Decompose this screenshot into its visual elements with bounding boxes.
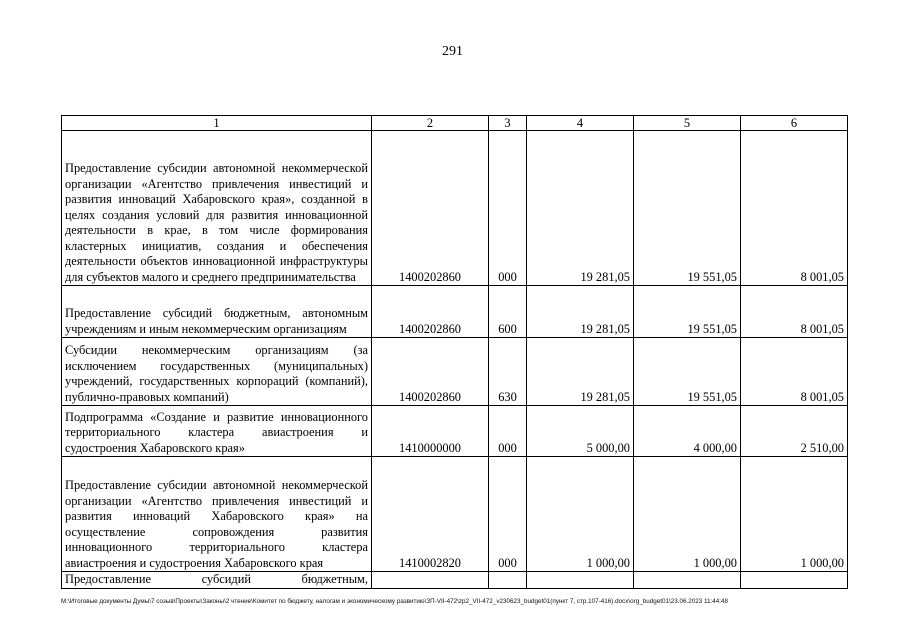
amount-col6-cell: 2 510,00 <box>741 406 848 457</box>
item-name-cell: Подпрограмма «Создание и развитие инновационного территориального кластера авиастроения и судостроения Хабаровского края» <box>62 406 372 457</box>
column-header: 1 <box>62 116 372 131</box>
column-header: 3 <box>489 116 527 131</box>
amount-col6-cell: 1 000,00 <box>741 457 848 572</box>
amount-col4-cell: 5 000,00 <box>527 406 634 457</box>
amount-col5-cell: 4 000,00 <box>634 406 741 457</box>
amount-col4-cell: 19 281,05 <box>527 286 634 338</box>
table-row <box>62 406 848 457</box>
column-header: 2 <box>372 116 489 131</box>
target-code-cell: 1400202860 <box>372 131 489 286</box>
amount-col6-cell: 8 001,05 <box>741 131 848 286</box>
item-name-cell: Предоставление субсидии автономной некоммерческой организации «Агентство привлечения инвестиций и развития инноваций Хабаровского края», созданной в целях создания условий для развития инновационной деятельности в крае, в том числе формирования кластерных инициатив, создания и обеспечения деятельности объектов инновационной инфраструктуры для субъектов малого и среднего предпринимательства <box>62 131 372 286</box>
target-code-cell: 1400202860 <box>372 338 489 406</box>
page-number: 291 <box>442 44 463 59</box>
target-code-cell: 1400202860 <box>372 286 489 338</box>
item-name-cell: Предоставление субсидий бюджетным, автономным учреждениям и иным некоммерческим организациям <box>62 286 372 338</box>
expense-type-cell: 000 <box>489 457 527 572</box>
table-row <box>62 572 848 589</box>
amount-col6-cell: 8 001,05 <box>741 286 848 338</box>
amount-col4-cell: 19 281,05 <box>527 338 634 406</box>
amount-col4-cell <box>527 572 634 589</box>
target-code-cell: 1410000000 <box>372 406 489 457</box>
amount-col6-cell: 8 001,05 <box>741 338 848 406</box>
expense-type-cell <box>489 572 527 589</box>
document-footer-path: M:\Итоговые документы Думы\7 созыв\Проекты\Законы\2 чтение\Комитет по бюджету, налогам и экономическому развитию\ЗП-VII-472\zp2_VII-472_v230623_budget01(пункт 7, стр.107-416).docx\org_budget01\23.06.2023 11:44:48 <box>61 598 729 605</box>
amount-col4-cell: 19 281,05 <box>527 131 634 286</box>
column-header: 4 <box>527 116 634 131</box>
expense-type-cell: 000 <box>489 131 527 286</box>
expense-type-cell: 000 <box>489 406 527 457</box>
table-row <box>62 338 848 406</box>
amount-col5-cell: 19 551,05 <box>634 131 741 286</box>
amount-col5-cell: 19 551,05 <box>634 286 741 338</box>
target-code-cell <box>372 572 489 589</box>
table-row <box>62 131 848 286</box>
item-name-cell: Предоставление субсидии автономной некоммерческой организации «Агентство привлечения инвестиций и развития инноваций Хабаровского края» на осуществление сопровождения развития инновационного территориального кластера авиастроения и судостроения Хабаровского края <box>62 457 372 572</box>
amount-col5-cell: 1 000,00 <box>634 457 741 572</box>
expense-type-cell: 600 <box>489 286 527 338</box>
column-header: 6 <box>741 116 848 131</box>
table-row <box>62 286 848 338</box>
item-name-cell: Субсидии некоммерческим организациям (за исключением государственных (муниципальных) учреждений, государственных корпораций (компаний), публично-правовых компаний) <box>62 338 372 406</box>
amount-col4-cell: 1 000,00 <box>527 457 634 572</box>
amount-col5-cell: 19 551,05 <box>634 338 741 406</box>
budget-table <box>61 115 848 589</box>
column-header: 5 <box>634 116 741 131</box>
amount-col6-cell <box>741 572 848 589</box>
item-name-cell: Предоставление субсидий бюджетным, <box>62 572 372 589</box>
table-header-row <box>62 116 848 131</box>
expense-type-cell: 630 <box>489 338 527 406</box>
target-code-cell: 1410002820 <box>372 457 489 572</box>
table-row <box>62 457 848 572</box>
amount-col5-cell <box>634 572 741 589</box>
